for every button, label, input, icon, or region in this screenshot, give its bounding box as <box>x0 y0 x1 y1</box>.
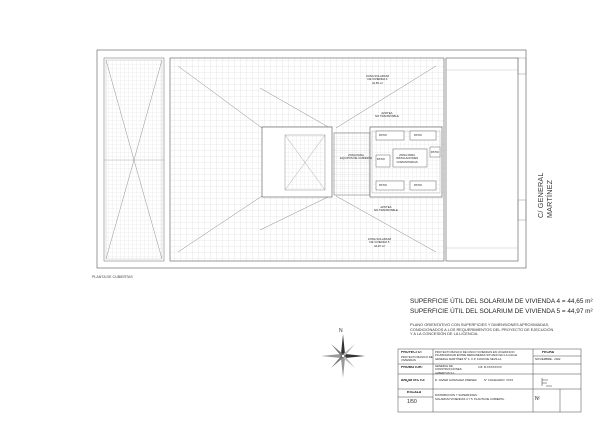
plan-caption: PLANTA DE CUBIERTAS <box>92 275 133 279</box>
plano-text-2: SOLARIUM VIVIENDAS 4 Y 5. PLANTA DE CUBIERTA. <box>435 398 505 401</box>
arquitecto-col: Nº COLEGIADO: XXXX <box>484 379 514 382</box>
arquitecto-text: D. JAVIER GONZÁLEZ JIMÉNEZ <box>435 379 477 382</box>
right-block <box>446 58 526 261</box>
fecha-label: FECHA <box>542 350 555 354</box>
patio-label-1: PATIO <box>379 133 387 137</box>
disclaimer-note: PLANO ORIENTATIVO CON SUPERFICIES Y DIMENSIONES APROXIMADAS, CONDICIONADOS A LOS REQUERIMIENTOS DEL PROYECTO DE EJECUCIÓN Y A LA CONCESIÓN DE LA LICENCIA. <box>410 322 554 337</box>
central-block <box>262 127 332 197</box>
patio-label-4: PATIO <box>431 150 439 154</box>
north-label: N <box>339 328 343 334</box>
title-block <box>398 349 581 412</box>
street-label: C/ GENERAL MARTÍNEZ <box>536 172 554 218</box>
surface-vivienda-5: SUPERFICIE ÚTIL DEL SOLARIUM DE VIVIENDA 5 = 44,97 m² <box>410 308 593 315</box>
promotor-text: GENERAL DE CONSTRUCCIONES ALBERTUS S.L. <box>435 365 462 375</box>
room-label-azotea-upper: AZOTEA NO TRANSITABLE <box>375 111 399 119</box>
proyecto-text: PROYECTO BÁSICO DE CINCO VIVIENDAS EN UN EDIFICIO PLURIFAMILIAR ENTRE MEDIANERAS SITUADO EN LA CALLE GENERAL MARTÍNEZ Nº 4, C.P. 41010 DE SEVILLA <box>435 351 518 361</box>
fecha-value: NOVIEMBRE - 2022 <box>535 358 561 361</box>
room-label-installations: ZONA PARA INSTALACIONES COMUNITARIAS <box>396 153 419 164</box>
promotor-cif: CIF: B-XXXXXXXX <box>478 366 502 369</box>
plano-text-1: DISTRIBUCIÓN Y SUPERFICIES. <box>435 394 478 397</box>
north-arrow <box>321 334 365 378</box>
left-block <box>104 58 164 261</box>
arquitecto-label: ARQUITECTO: <box>401 379 426 382</box>
escala-value: 1/50 <box>407 399 417 405</box>
promotor-label: PROMOTOR: <box>401 366 423 369</box>
patio-label-5: PATIO <box>379 183 387 187</box>
room-label-equipment: ZONA PARA EQUIPOS DE CUBIERTA <box>340 153 373 161</box>
room-label-solarium-4: ZONA SOLARIUM DE VIVIENDA 4 44,65 m² <box>366 74 390 85</box>
proyecto-sub: PROYECTO BÁSICO DE <box>401 356 433 359</box>
patio-label-2: PATIO <box>414 133 422 137</box>
patio-label-6: PATIO <box>414 183 422 187</box>
proyecto-sub2: VIVIENDAS <box>401 359 416 362</box>
installations-block <box>334 127 442 197</box>
room-label-azotea-lower: AZOTEA NO TRANSITABLE <box>374 205 398 213</box>
room-label-solarium-5: ZONA SOLARIUM DE VIVIENDA 5 44,97 m² <box>368 237 392 248</box>
patio-label-3: PATIO <box>377 157 385 161</box>
escala-label: ESCALA <box>407 391 422 394</box>
numero-label: Nº <box>535 396 541 402</box>
proyecto-label: PROYECTO: <box>401 351 422 354</box>
surface-vivienda-4: SUPERFICIE ÚTIL DEL SOLARIUM DE VIVIENDA 4 = 44,65 m² <box>410 298 593 305</box>
